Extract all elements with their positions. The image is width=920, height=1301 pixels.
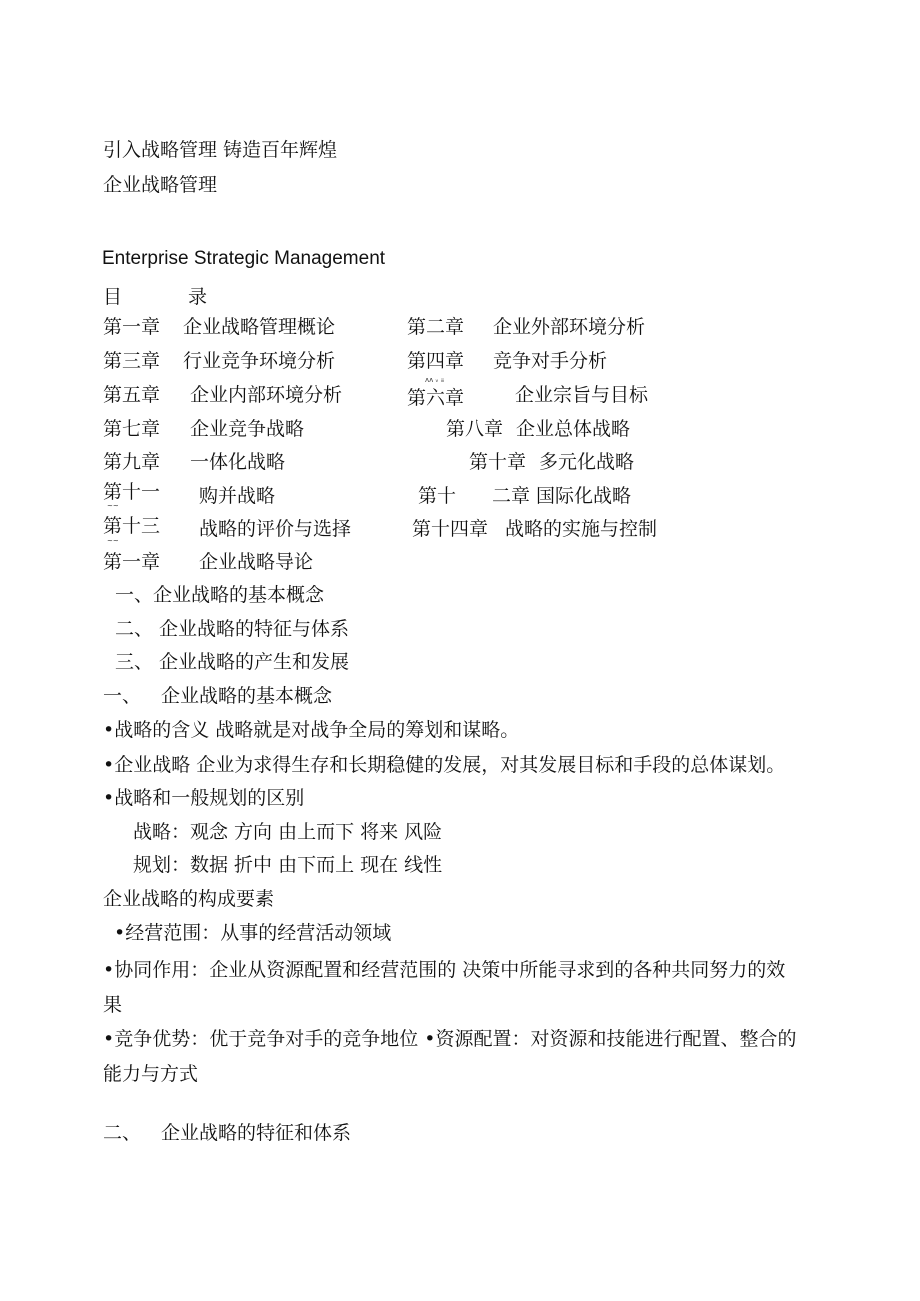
toc-row-6-left-title: 购并战略 bbox=[199, 485, 276, 507]
toc-row-4-left-num: 第七章 bbox=[103, 418, 161, 440]
outline-item-2: 二、 企业战略的特征与体系 bbox=[115, 618, 350, 640]
bullet-strategy-meaning: •战略的含义 战略就是对战争全局的筹划和谋略。 bbox=[103, 719, 520, 741]
outline-item-3: 三、 企业战略的产生和发展 bbox=[115, 651, 350, 673]
planning-attributes: 规划：数据 折中 由下而上 现在 线性 bbox=[133, 854, 443, 876]
toc-heading-left: 目 bbox=[103, 286, 123, 308]
toc-row-2-right-num: 第四章 bbox=[407, 350, 465, 372]
element-synergy-line-2: 果 bbox=[103, 994, 123, 1016]
toc-row-1-right-num: 第二章 bbox=[407, 316, 465, 338]
toc-row-7-right-num: 第十四章 bbox=[412, 518, 489, 540]
chapter-1-number: 第一章 bbox=[103, 551, 161, 573]
toc-row-2-left-num: 第三章 bbox=[103, 350, 161, 372]
section-2-title: 企业战略的特征和体系 bbox=[161, 1122, 352, 1144]
toc-row-3-scan-marks: ʌʌ ᵥ ᵢᵢᵢ bbox=[425, 376, 445, 384]
toc-row-5-right-title: 多元化战略 bbox=[539, 451, 635, 473]
toc-row-4-right-title: 企业总体战略 bbox=[516, 418, 631, 440]
toc-row-3-left-num: 第五章 bbox=[103, 384, 161, 406]
toc-heading-right: 录 bbox=[188, 286, 208, 308]
element-business-scope: •经营范围：从事的经营活动领域 bbox=[114, 922, 392, 944]
toc-row-4-right-num: 第八章 bbox=[446, 418, 504, 440]
section-2-number: 二、 bbox=[103, 1122, 142, 1144]
toc-row-5-right-num: 第十章 bbox=[469, 451, 527, 473]
toc-row-7-scan-mark: ~~ bbox=[107, 537, 119, 545]
element-synergy-line-1: •协同作用：企业从资源配置和经营范围的 决策中所能寻求到的各种共同努力的效 bbox=[103, 959, 786, 981]
toc-row-5-left-title: 一体化战略 bbox=[190, 451, 286, 473]
element-advantage-line-1: •竞争优势：优于竞争对手的竞争地位 •资源配置：对资源和技能进行配置、整合的 bbox=[103, 1028, 797, 1050]
toc-row-1-left-title: 企业战略管理概论 bbox=[183, 316, 336, 338]
toc-row-2-left-title: 行业竞争环境分析 bbox=[183, 350, 336, 372]
chapter-1-title: 企业战略导论 bbox=[199, 551, 314, 573]
slogan: 引入战略管理 铸造百年辉煌 bbox=[103, 139, 338, 161]
toc-row-2-right-title: 竞争对手分析 bbox=[493, 350, 608, 372]
strategy-attributes: 战略：观念 方向 由上而下 将来 风险 bbox=[133, 821, 443, 843]
toc-row-3-left-title: 企业内部环境分析 bbox=[190, 384, 343, 406]
toc-row-1-right-title: 企业外部环境分析 bbox=[493, 316, 646, 338]
toc-row-6-left-num: 第十一 bbox=[103, 481, 161, 503]
toc-row-6-right-num: 第十 bbox=[418, 485, 457, 507]
section-1-title: 企业战略的基本概念 bbox=[161, 685, 333, 707]
document-title-english: Enterprise Strategic Management bbox=[102, 248, 386, 269]
element-advantage-line-2: 能力与方式 bbox=[103, 1063, 199, 1085]
bullet-strategy-vs-planning: •战略和一般规划的区别 bbox=[103, 787, 305, 809]
document-title: 企业战略管理 bbox=[103, 174, 218, 196]
toc-row-4-left-title: 企业竞争战略 bbox=[190, 418, 305, 440]
toc-row-1-left-num: 第一章 bbox=[103, 316, 161, 338]
toc-row-5-left-num: 第九章 bbox=[103, 451, 161, 473]
elements-heading: 企业战略的构成要素 bbox=[103, 888, 275, 910]
toc-row-6-scan-mark: ~~ bbox=[107, 502, 119, 510]
toc-row-7-right-title: 战略的实施与控制 bbox=[505, 518, 658, 540]
toc-row-6-right-title: 二章 国际化战略 bbox=[492, 485, 632, 507]
bullet-enterprise-strategy: •企业战略 企业为求得生存和长期稳健的发展，对其发展目标和手段的总体谋划。 bbox=[103, 754, 786, 776]
section-1-number: 一、 bbox=[103, 685, 142, 707]
toc-row-7-left-title: 战略的评价与选择 bbox=[199, 518, 352, 540]
toc-row-3-right-num: 第六章 bbox=[407, 387, 465, 409]
toc-row-3-right-title: 企业宗旨与目标 bbox=[515, 384, 649, 406]
toc-row-7-left-num: 第十三 bbox=[103, 515, 161, 537]
outline-item-1: 一、企业战略的基本概念 bbox=[115, 584, 325, 606]
